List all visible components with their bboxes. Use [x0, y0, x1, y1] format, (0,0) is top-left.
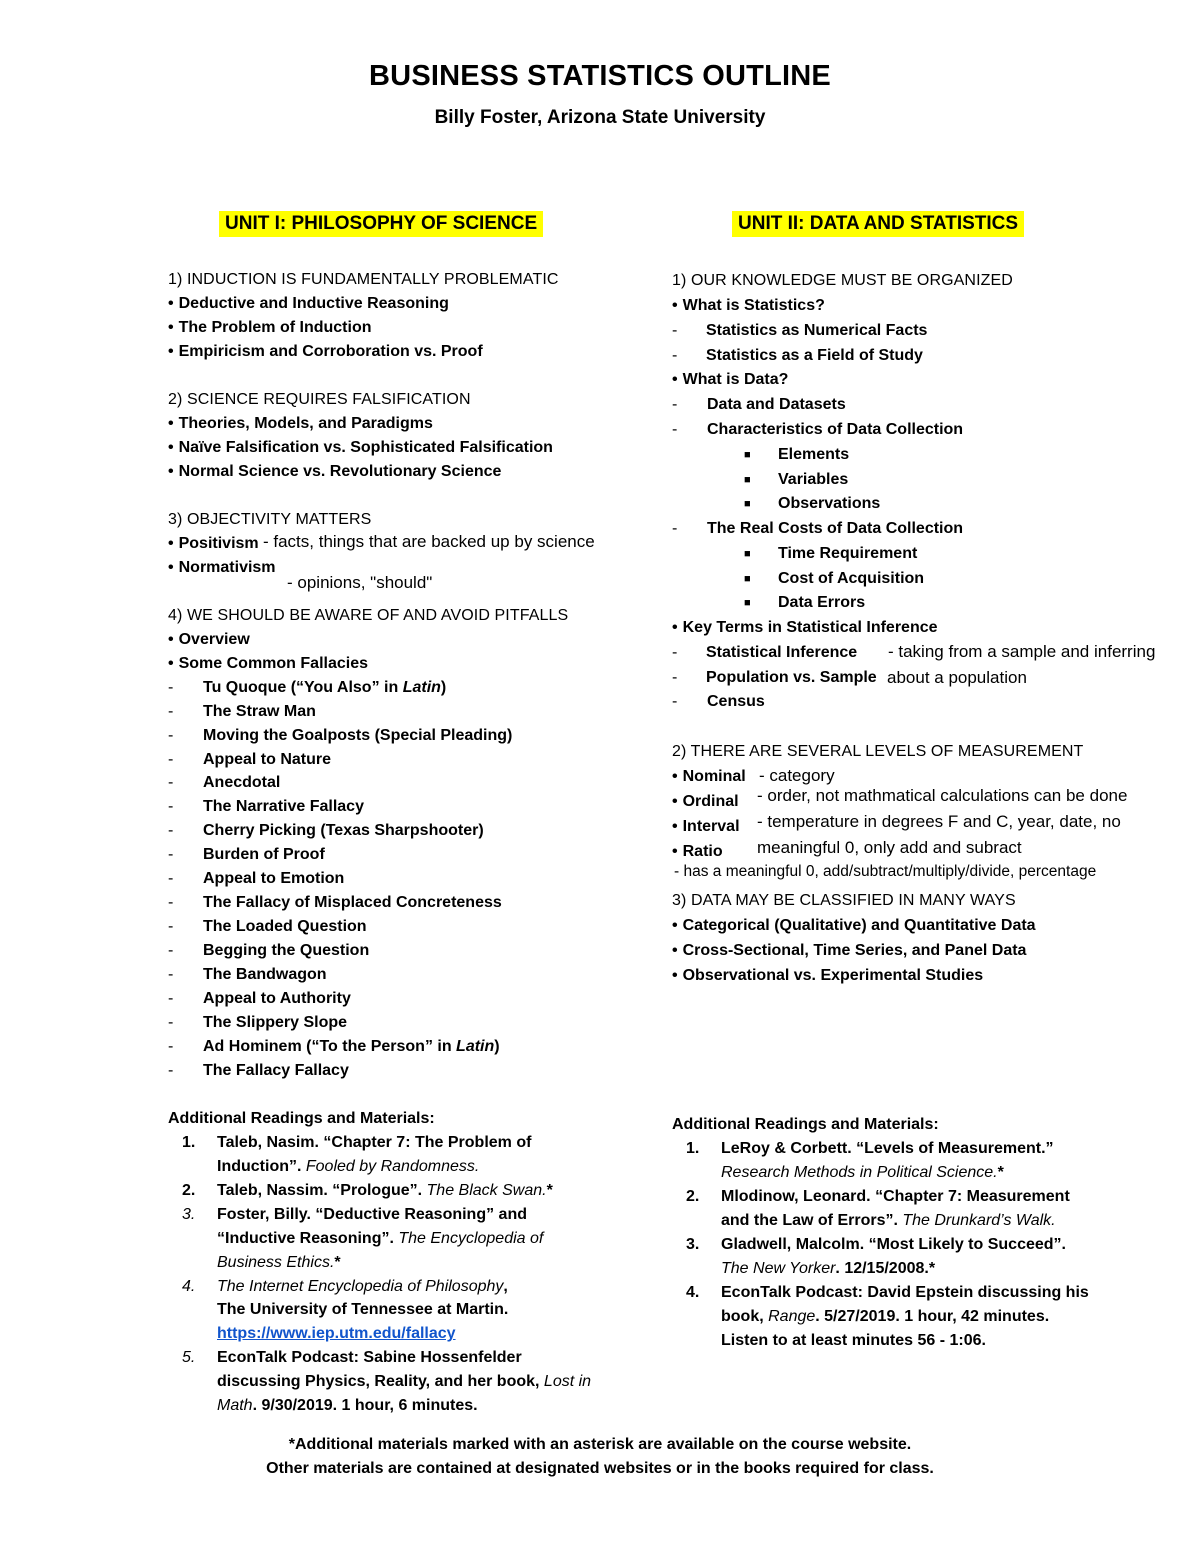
reading-1-line: LeRoy & Corbett. “Levels of Measurement.” [721, 1140, 1054, 1157]
unit1-s1-item: • Deductive and Inductive Reasoning [168, 292, 449, 316]
reading-5-line: discussing Physics, Reality, and her book, Lost in [217, 1373, 592, 1390]
unit1-s3-item-normativism: • Normativism [168, 556, 276, 580]
unit2-sub-item: - Statistical Inference [672, 644, 858, 661]
unit1-section4-heading: 4) WE SHOULD BE AWARE OF AND AVOID PITFALLS [168, 607, 569, 624]
fallacy-item: - The Fallacy of Misplaced Concreteness [168, 894, 502, 911]
fallacy-item: - Appeal to Authority [168, 990, 351, 1007]
unit2-subsub-item: ■ Time Requirement [744, 545, 918, 562]
unit2-sub-item: - Census [672, 693, 765, 710]
fallacy-item: - Moving the Goalposts (Special Pleading) [168, 727, 513, 744]
unit1-s2-item: • Normal Science vs. Revolutionary Science [168, 460, 501, 484]
unit2-sub-item: - Statistics as Numerical Facts [672, 322, 928, 339]
fallacy-item: - The Bandwagon [168, 966, 327, 983]
document-title: BUSINESS STATISTICS OUTLINE [369, 60, 831, 92]
reading-number: 3. [686, 1236, 700, 1253]
reading-number: 5. [182, 1349, 196, 1366]
unit1-s2-item: • Theories, Models, and Paradigms [168, 412, 433, 436]
unit1-s2-item: • Naïve Falsification vs. Sophisticated Falsification [168, 436, 553, 460]
reading-number: 2. [182, 1182, 196, 1199]
measurement-level: • Ratio [672, 840, 723, 864]
reading-4-line: The University of Tennessee at Martin. [217, 1301, 509, 1318]
reading-4-line: EconTalk Podcast: David Epstein discussing his [721, 1284, 1089, 1301]
reading-4-line: Listen to at least minutes 56 - 1:06. [721, 1332, 986, 1349]
fallacy-item: - Appeal to Nature [168, 751, 332, 768]
unit1-section3-heading: 3) OBJECTIVITY MATTERS [168, 511, 372, 528]
unit1-s4-item: • Overview [168, 628, 250, 652]
measurement-level: • Interval [672, 815, 740, 839]
fallacy-item: - Appeal to Emotion [168, 870, 345, 887]
unit2-sub-item: - Data and Datasets [672, 396, 846, 413]
reading-number: 2. [686, 1188, 700, 1205]
unit1-s1-item: • Empiricism and Corroboration vs. Proof [168, 340, 483, 364]
unit1-s4-item: • Some Common Fallacies [168, 652, 368, 676]
unit2-s1-item: • Key Terms in Statistical Inference [672, 616, 938, 640]
unit2-section2-heading: 2) THERE ARE SEVERAL LEVELS OF MEASUREMENT [672, 743, 1084, 760]
unit1-readings-heading: Additional Readings and Materials: [168, 1110, 435, 1127]
ordinal-note: - order, not mathmatical calculations can be done [757, 786, 1128, 805]
interval-note: - temperature in degrees F and C, year, date, no [757, 812, 1121, 831]
measurement-level: • Ordinal [672, 790, 739, 814]
fallacy-item: - The Slippery Slope [168, 1014, 348, 1031]
reading-number: 4. [182, 1278, 196, 1295]
reading-3-line: Gladwell, Malcolm. “Most Likely to Succeed”. [721, 1236, 1066, 1253]
fallacy-item: - Anecdotal [168, 774, 281, 791]
unit2-subsub-item: ■ Variables [744, 471, 849, 488]
footer-note: *Additional materials marked with an asterisk are available on the course website. [288, 1436, 912, 1453]
inference-note: - taking from a sample and inferring [888, 642, 1156, 661]
fallacy-item: - The Narrative Fallacy [168, 798, 364, 815]
unit2-s3-item: • Categorical (Qualitative) and Quantitative Data [672, 914, 1036, 938]
reading-5-line: EconTalk Podcast: Sabine Hossenfelder [217, 1349, 522, 1366]
unit2-sub-item: - Statistics as a Field of Study [672, 347, 923, 364]
unit2-sub-item: - Population vs. Sample [672, 669, 877, 686]
reading-number: 1. [182, 1134, 196, 1151]
iep-fallacy-link[interactable]: https://www.iep.utm.edu/fallacy [217, 1325, 456, 1342]
unit2-subsub-item: ■ Elements [744, 446, 850, 463]
population-note: about a population [887, 668, 1027, 687]
unit2-sub-item: - Characteristics of Data Collection [672, 421, 964, 438]
reading-2-line: and the Law of Errors”. The Drunkard’s Walk. [721, 1212, 1056, 1229]
reading-4-line: book, Range. 5/27/2019. 1 hour, 42 minutes. [721, 1308, 1050, 1325]
unit1-title: UNIT I: PHILOSOPHY OF SCIENCE [219, 211, 543, 237]
unit2-s1-item: • What is Statistics? [672, 294, 825, 318]
reading-number: 4. [686, 1284, 700, 1301]
interval-note-continued: meaningful 0, only add and subract [757, 838, 1022, 857]
unit2-readings-heading: Additional Readings and Materials: [672, 1116, 939, 1133]
unit2-s3-item: • Observational vs. Experimental Studies [672, 964, 983, 988]
normativism-note: - opinions, "should" [287, 573, 433, 592]
reading-3-line: Foster, Billy. “Deductive Reasoning” and [217, 1206, 527, 1223]
fallacy-item: - The Loaded Question [168, 918, 367, 935]
reading-number: 1. [686, 1140, 700, 1157]
reading-3-line: “Inductive Reasoning”. The Encyclopedia of [217, 1230, 544, 1247]
reading-2-line: Taleb, Nassim. “Prologue”. The Black Swan.* [217, 1182, 553, 1199]
fallacy-item: - Cherry Picking (Texas Sharpshooter) [168, 822, 484, 839]
reading-5-line: Math. 9/30/2019. 1 hour, 6 minutes. [217, 1397, 478, 1414]
unit1-section2-heading: 2) SCIENCE REQUIRES FALSIFICATION [168, 391, 471, 408]
footer-note: Other materials are contained at designated websites or in the books required for class. [266, 1460, 934, 1477]
unit2-title: UNIT II: DATA AND STATISTICS [732, 211, 1024, 237]
fallacy-item: - Begging the Question [168, 942, 370, 959]
unit2-s3-item: • Cross-Sectional, Time Series, and Panel Data [672, 939, 1026, 963]
reading-1-line: Taleb, Nasim. “Chapter 7: The Problem of [217, 1134, 532, 1151]
nominal-note: - category [759, 766, 835, 785]
unit2-sub-item: - The Real Costs of Data Collection [672, 520, 964, 537]
unit2-subsub-item: ■ Cost of Acquisition [744, 570, 925, 587]
reading-4-line: The Internet Encyclopedia of Philosophy, [217, 1278, 508, 1295]
reading-1-line: Research Methods in Political Science.* [721, 1164, 1004, 1181]
unit2-section1-heading: 1) OUR KNOWLEDGE MUST BE ORGANIZED [672, 272, 1013, 289]
ratio-note: - has a meaningful 0, add/subtract/multiply/divide, percentage [674, 863, 1097, 880]
unit1-s1-item: • The Problem of Induction [168, 316, 372, 340]
unit1-s3-item-positivism: • Positivism [168, 532, 259, 556]
unit2-subsub-item: ■ Observations [744, 495, 881, 512]
fallacy-item: - Burden of Proof [168, 846, 325, 863]
document-subtitle: Billy Foster, Arizona State University [434, 107, 766, 128]
reading-2-line: Mlodinow, Leonard. “Chapter 7: Measurement [721, 1188, 1070, 1205]
measurement-level: • Nominal [672, 765, 746, 789]
positivism-note: - facts, things that are backed up by science [263, 532, 595, 551]
fallacy-item: - Tu Quoque (“You Also” in Latin) [168, 679, 447, 696]
reading-3-line: The New Yorker. 12/15/2008.* [721, 1260, 936, 1277]
unit2-subsub-item: ■ Data Errors [744, 594, 866, 611]
reading-number: 3. [182, 1206, 196, 1223]
unit2-section3-heading: 3) DATA MAY BE CLASSIFIED IN MANY WAYS [672, 892, 1016, 909]
fallacy-item: - Ad Hominem (“To the Person” in Latin) [168, 1038, 500, 1055]
fallacy-item: - The Fallacy Fallacy [168, 1062, 349, 1079]
unit2-s1-item: • What is Data? [672, 368, 788, 392]
reading-3-line: Business Ethics.* [217, 1254, 341, 1271]
fallacy-item: - The Straw Man [168, 703, 316, 720]
unit1-section1-heading: 1) INDUCTION IS FUNDAMENTALLY PROBLEMATIC [168, 271, 559, 288]
reading-1-line: Induction”. Fooled by Randomness. [217, 1158, 480, 1175]
